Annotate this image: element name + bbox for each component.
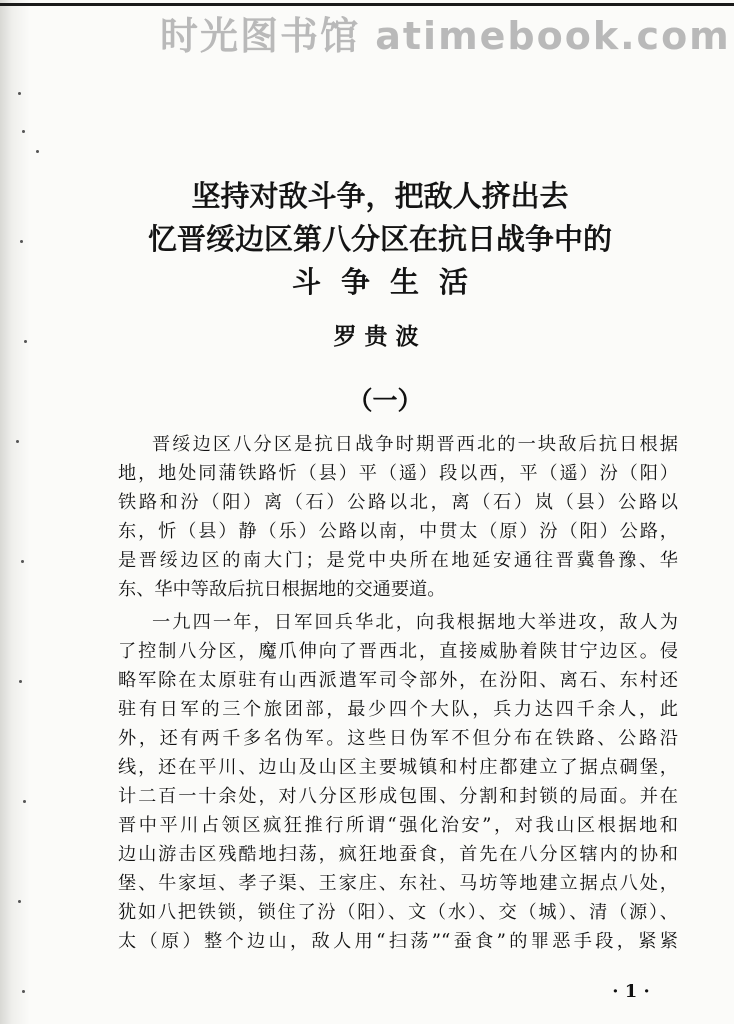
binding-gutter	[0, 0, 30, 1024]
page-number: · 1 ·	[612, 981, 650, 1002]
paragraph-2-line: 堡、牛家垣、孝子渠、王家庄、东社、马坊等地建立据点八处，	[118, 873, 678, 894]
paragraph-2-line: 犹如八把铁锁，锁住了汾（阳）、文（水）、交（城）、清（源）、	[118, 902, 678, 923]
paragraph-1-line: 是晋绥边区的南大门；是党中央所在地延安通往晋冀鲁豫、华	[118, 550, 678, 571]
paragraph-2-line: 外，还有两千多名伪军。这些日伪军不但分布在铁路、公路沿	[118, 728, 678, 749]
watermark-text: 时光图书馆 atimebook.com	[160, 14, 731, 58]
top-scan-border	[0, 3, 734, 6]
paragraph-2-line: 驻有日军的三个旅团部，最少四个大队，兵力达四千余人，此	[118, 699, 678, 720]
paragraph-2-line: 边山游击区残酷地扫荡，疯狂地蚕食，首先在八分区辖内的协和	[118, 844, 678, 865]
article-title-line-1: 坚持对敌斗争，把敌人挤出去	[191, 179, 569, 213]
article-title-line-2: 忆晋绥边区第八分区在抗日战争中的	[147, 222, 612, 256]
article-title-line-3: 斗争生活	[291, 265, 488, 299]
paragraph-1-line: 晋绥边区八分区是抗日战争时期晋西北的一块敌后抗日根据	[152, 434, 678, 455]
paragraph-2-line: 一九四一年，日军回兵华北，向我根据地大举进攻，敌人为	[152, 612, 678, 633]
paragraph-1-line: 地，地处同蒲铁路忻（县）平（遥）段以西，平（遥）汾（阳）	[118, 463, 678, 484]
paragraph-2-line: 线，还在平川、边山及山区主要城镇和村庄都建立了据点碉堡，	[118, 757, 678, 778]
paragraph-2-line: 计二百一十余处，对八分区形成包围、分割和封锁的局面。并在	[118, 786, 678, 807]
paragraph-1-line: 东、华中等敌后抗日根据地的交通要道。	[118, 579, 446, 600]
paragraph-2-line: 略军除在太原驻有山西派遣军司令部外，在汾阳、离石、东村还	[118, 670, 678, 691]
paragraph-1-line: 铁路和汾（阳）离（石）公路以北，离（石）岚（县）公路以	[118, 492, 678, 513]
paragraph-2-line: 太（原）整个边山，敌人用“扫荡”“蚕食”的罪恶手段，紧紧	[118, 931, 678, 952]
paragraph-2-line: 晋中平川占领区疯狂推行所谓“强化治安”，对我山区根据地和	[118, 815, 678, 836]
author-name: 罗贵波	[333, 323, 427, 350]
paragraph-1-line: 东，忻（县）静（乐）公路以南，中贯太（原）汾（阳）公路，	[118, 521, 678, 542]
section-heading: （一）	[347, 386, 423, 415]
paragraph-2-line: 了控制八分区，魔爪伸向了晋西北，直接威胁着陕甘宁边区。侵	[118, 641, 678, 662]
